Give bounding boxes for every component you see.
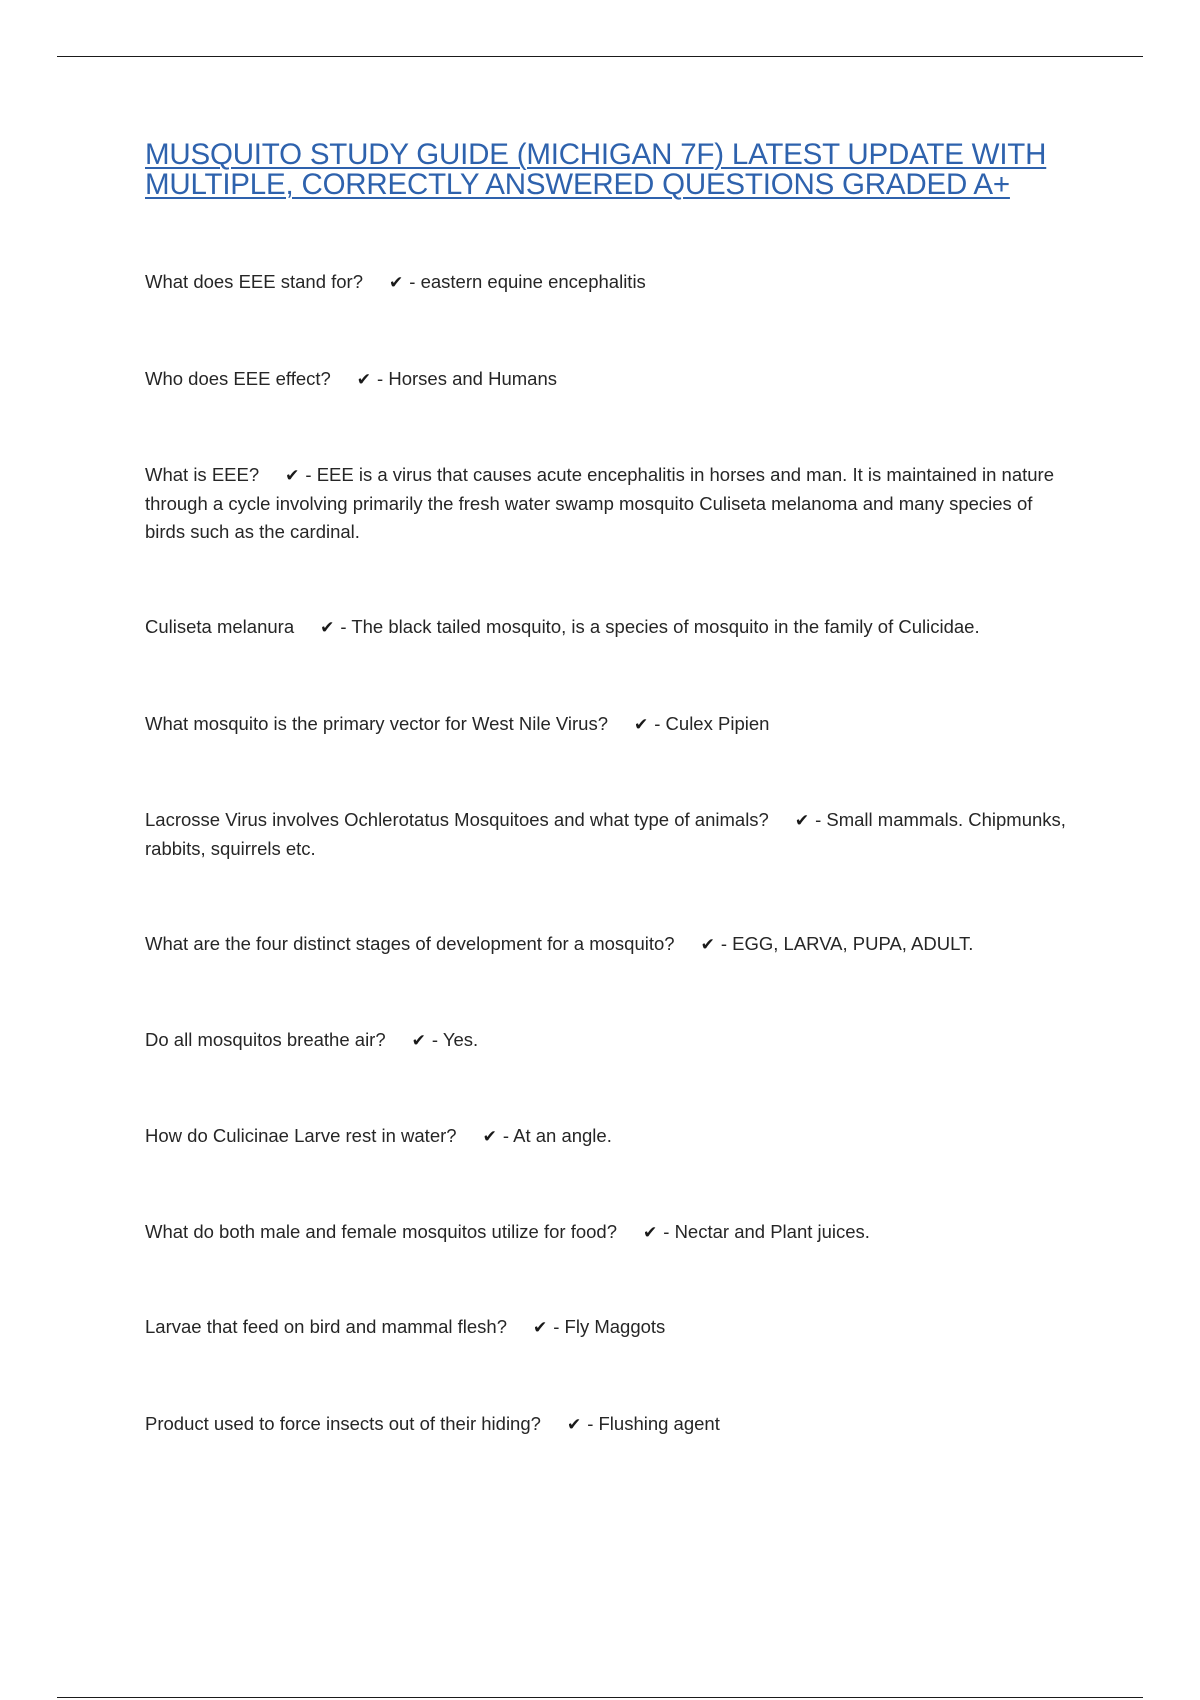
answer-text: - Fly Maggots: [553, 1316, 666, 1337]
check-icon: ✔: [411, 1031, 426, 1051]
answer-text: - At an angle.: [502, 1125, 612, 1146]
question-text: How do Culicinae Larve rest in water?: [145, 1125, 457, 1146]
answer-text: - Nectar and Plant juices.: [663, 1221, 870, 1242]
check-icon: ✔: [285, 466, 300, 486]
qa-item: [145, 1122, 1070, 1151]
question-text: What are the four distinct stages of development for a mosquito?: [145, 933, 675, 954]
check-icon: ✔: [482, 1127, 497, 1147]
question-text: Larvae that feed on bird and mammal flesh?: [145, 1316, 507, 1337]
question-text: What does EEE stand for?: [145, 271, 364, 292]
qa-item: [145, 710, 1070, 739]
answer-text: - Culex Pipien: [654, 713, 770, 734]
answer-text: - EGG, LARVA, PUPA, ADULT.: [720, 933, 974, 954]
check-icon: ✔: [794, 811, 810, 831]
answer-text: - Small mammals. Chipmunks, rabbits, squirrels etc.: [145, 809, 1066, 859]
qa-item: [145, 1410, 1070, 1439]
answer-text: - Horses and Humans: [377, 368, 557, 389]
question-text: Do all mosquitos breathe air?: [145, 1029, 386, 1050]
qa-item: [145, 930, 1070, 959]
footer-rule: [57, 1697, 1143, 1698]
check-icon: ✔: [634, 715, 649, 735]
check-icon: ✔: [643, 1223, 658, 1243]
answer-text: - Yes.: [431, 1029, 479, 1050]
question-text: What do both male and female mosquitos utilize for food?: [145, 1221, 618, 1242]
check-icon: ✔: [389, 273, 404, 293]
answer-text: - eastern equine encephalitis: [409, 271, 646, 292]
document-title: MUSQUITO STUDY GUIDE (MICHIGAN 7F) LATEST UPDATE WITH MULTIPLE, CORRECTLY ANSWERED QUESTIONS GRADED A+: [145, 138, 1047, 201]
answer-text: - EEE is a virus that causes acute encephalitis in horses and man. It is maintained in nature through a cycle involving primarily the fresh water swamp mosquito Culiseta melanoma and many species of birds such as the cardinal.: [145, 464, 1055, 542]
answer-text: - The black tailed mosquito, is a species of mosquito in the family of Culicidae.: [340, 616, 980, 637]
question-text: What is EEE?: [145, 464, 260, 485]
qa-item: [145, 613, 1070, 642]
check-icon: ✔: [356, 370, 372, 390]
check-icon: ✔: [533, 1318, 548, 1338]
qa-item: [145, 1218, 1070, 1247]
check-icon: ✔: [700, 935, 715, 955]
question-text: Lacrosse Virus involves Ochlerotatus Mosquitoes and what type of animals?: [145, 809, 769, 830]
question-text: Culiseta melanura: [145, 616, 295, 637]
qa-item: [145, 1313, 1070, 1342]
qa-item: [145, 268, 1070, 297]
qa-item: [145, 1026, 1070, 1055]
qa-item: [145, 806, 1070, 863]
question-text: Product used to force insects out of their hiding?: [145, 1413, 541, 1434]
check-icon: ✔: [566, 1415, 582, 1435]
qa-item: [145, 461, 1070, 546]
header-rule: [57, 56, 1143, 57]
qa-item: [145, 365, 1070, 394]
check-icon: ✔: [320, 618, 335, 638]
question-text: What mosquito is the primary vector for West Nile Virus?: [145, 713, 608, 734]
answer-text: - Flushing agent: [587, 1413, 720, 1434]
question-text: Who does EEE effect?: [145, 368, 331, 389]
